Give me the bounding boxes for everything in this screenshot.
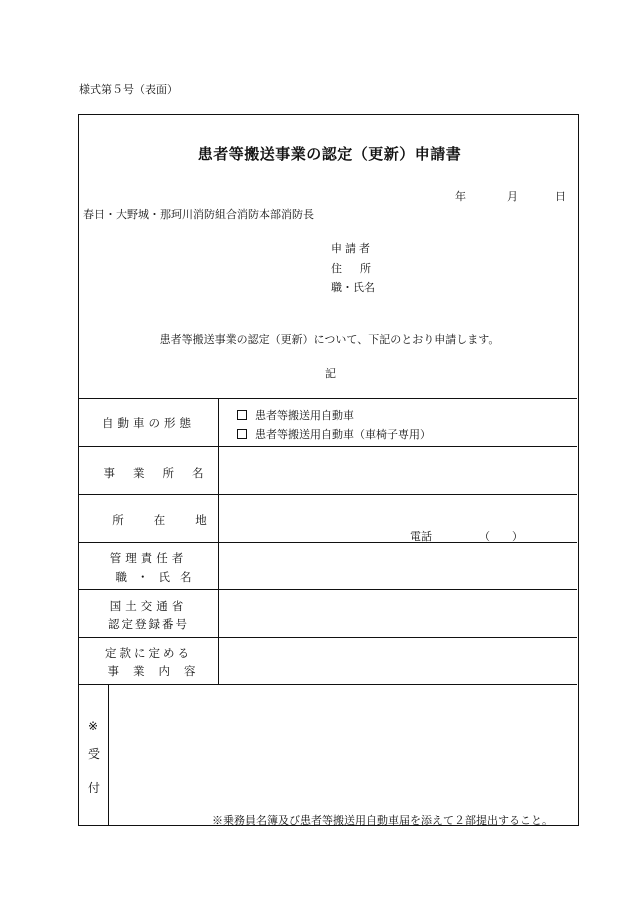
date-month: 月 bbox=[507, 190, 518, 203]
form-title: 患者等搬送事業の認定（更新）申請書 bbox=[197, 145, 462, 163]
row-divider bbox=[79, 589, 577, 590]
application-form-frame bbox=[78, 114, 579, 826]
table-top-line bbox=[79, 398, 577, 399]
phone-label: 電話 bbox=[410, 530, 432, 543]
vehicle-option-standard-label: 患者等搬送用自動車 bbox=[255, 409, 354, 422]
address-label-b: 所 bbox=[360, 262, 371, 275]
label-column-divider bbox=[218, 398, 219, 684]
ki-mark: 記 bbox=[325, 367, 336, 380]
manager-label-line2: 職・氏名 bbox=[115, 570, 202, 584]
bylaws-label-line2: 事業内容 bbox=[107, 664, 210, 678]
date-year: 年 bbox=[455, 190, 466, 203]
mlit-label-line1: 国土交通省 bbox=[109, 599, 188, 613]
reception-char-2: 付 bbox=[88, 781, 101, 795]
statement: 患者等搬送事業の認定（更新）について、下記のとおり申請します。 bbox=[159, 333, 500, 346]
vehicle-option-wheelchair[interactable] bbox=[237, 426, 431, 442]
row-divider bbox=[79, 446, 577, 447]
reception-mark: ※ bbox=[88, 719, 99, 733]
form-number: 様式第５号（表面） bbox=[79, 83, 178, 96]
phone-parentheses: （ ） bbox=[479, 530, 523, 543]
office-name-label: 事業所名 bbox=[103, 466, 222, 480]
reception-column-divider bbox=[108, 684, 109, 825]
checkbox-icon[interactable] bbox=[237, 410, 247, 420]
addressee: 春日・大野城・那珂川消防組合消防本部消防長 bbox=[83, 208, 314, 221]
vehicle-type-label: 自動車の形態 bbox=[102, 416, 195, 430]
address-label-a: 住 bbox=[331, 262, 342, 275]
date-day: 日 bbox=[555, 190, 566, 203]
checkbox-icon[interactable] bbox=[237, 429, 247, 439]
address-label bbox=[331, 260, 371, 276]
row-divider bbox=[79, 494, 577, 495]
mlit-label-line2: 認定登録番号 bbox=[108, 617, 189, 631]
vehicle-option-wheelchair-label: 患者等搬送用自動車（車椅子専用） bbox=[255, 428, 431, 441]
name-label: 職・氏名 bbox=[331, 281, 375, 294]
applicant-label: 申請者 bbox=[331, 242, 373, 255]
bylaws-label-line1: 定款に定める bbox=[105, 646, 192, 660]
submission-note: ※乗務員名簿及び患者等搬送用自動車届を添えて２部提出すること。 bbox=[212, 814, 553, 827]
row-divider bbox=[79, 637, 577, 638]
location-label: 所在地 bbox=[112, 513, 237, 527]
manager-label-line1: 管理責任者 bbox=[109, 551, 188, 565]
vehicle-option-standard[interactable] bbox=[237, 407, 354, 423]
reception-char-1: 受 bbox=[88, 747, 101, 761]
table-bottom-line bbox=[79, 684, 577, 685]
